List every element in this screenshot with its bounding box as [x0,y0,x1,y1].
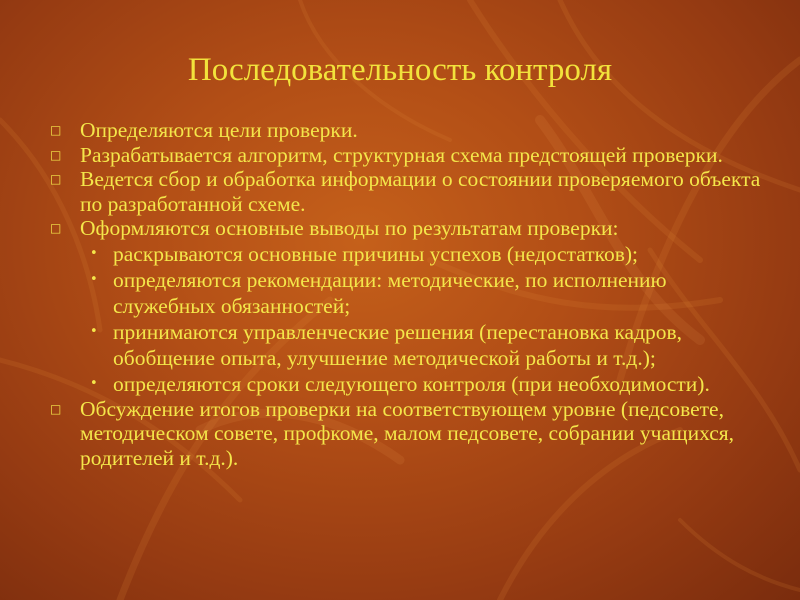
sub-list-item [50,241,765,267]
square-bullet-icon: □ [50,221,62,235]
sub-list-item-text: определяются сроки следующего контроля (при необходимости). [113,371,710,396]
list-item [50,167,765,216]
list-item-text: Обсуждение итогов проверки на соответствующем уровне (педсовете, методическом совете, профкоме, малом педсовете, собрании учащихся, родителей и т.д.). [80,396,735,470]
slide-title: Последовательность контроля [187,52,613,88]
sub-list-item [50,319,765,371]
list-item-text: Определяются цели проверки. [80,118,358,142]
sub-list-item-text: определяются рекомендации: методические, по исполнению служебных обязанностей; [113,267,667,318]
list-item-text: Оформляются основные выводы по результатам проверки: [80,216,619,240]
square-bullet-icon: □ [50,172,62,186]
list-item [50,118,765,143]
sub-list-item [50,371,765,397]
dot-bullet-icon: • [90,271,98,287]
sub-list-item [50,267,765,319]
list-item [50,397,765,471]
list-item [50,143,765,168]
dot-bullet-icon: • [90,375,98,391]
list-item-text: Разрабатывается алгоритм, структурная схема предстоящей проверки. [80,142,723,167]
sub-list-item-text: раскрываются основные причины успехов (недостатков); [113,241,639,266]
list-item-text: Ведется сбор и обработка информации о состоянии проверяемого объекта по разработанной схеме. [80,167,761,216]
square-bullet-icon: □ [50,147,62,162]
list-item [50,216,765,241]
square-bullet-icon: □ [50,123,62,137]
dot-bullet-icon: • [90,323,98,339]
dot-bullet-icon: • [90,245,98,261]
square-bullet-icon: □ [50,401,62,416]
bullet-list [50,118,765,470]
sub-list-item-text: принимаются управленческие решения (перестановка кадров, обобщение опыта, улучшение методической работы и т.д.); [113,319,683,370]
